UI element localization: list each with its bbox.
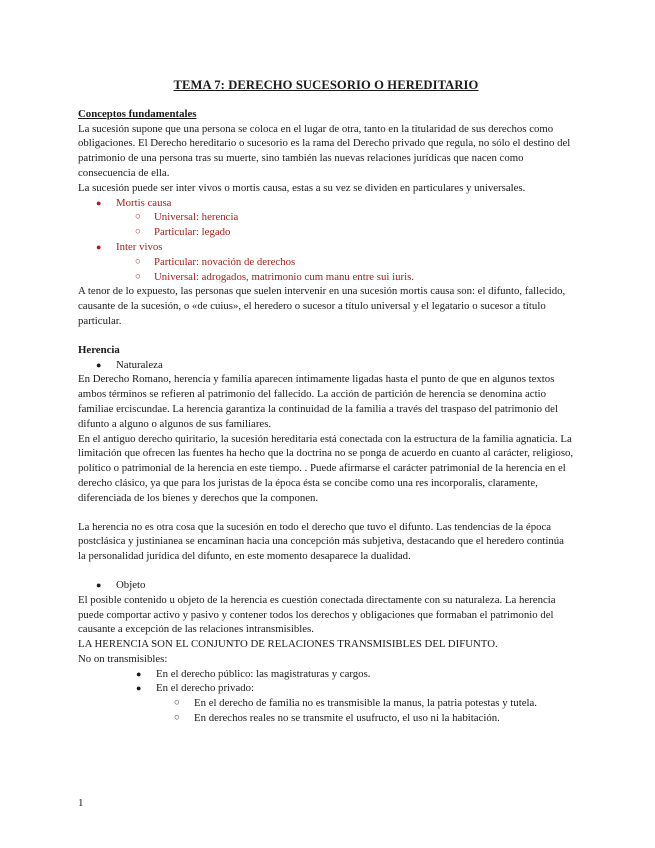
list-subitem-label: En derechos reales no se transmite el usufructo, el uso ni la habitación. xyxy=(194,712,500,725)
list-item xyxy=(78,240,574,255)
list-subitem xyxy=(78,255,574,270)
list-item-label: Mortis causa xyxy=(116,196,172,209)
list-item-label: En el derecho privado: xyxy=(156,682,255,695)
subsection-label-naturaleza: Naturaleza xyxy=(116,358,163,371)
circle-bullet-icon: ○ xyxy=(174,713,180,724)
list-subitem-label: Universal: adrogados, matrimonio cum manu entre sui iuris. xyxy=(154,270,414,283)
page-number: 1 xyxy=(78,797,84,809)
bullet-icon: ● xyxy=(96,579,102,590)
list-subitem xyxy=(78,696,574,711)
paragraph: La sucesión puede ser inter vivos o mortis causa, estas a su vez se dividen en particulares y universales. xyxy=(78,181,526,194)
list-subitem xyxy=(78,210,574,225)
bullet-icon: ● xyxy=(96,241,102,252)
section-herencia xyxy=(78,343,574,726)
circle-bullet-icon: ○ xyxy=(135,227,141,238)
list-item xyxy=(78,196,574,211)
document-body xyxy=(78,78,574,726)
circle-bullet-icon: ○ xyxy=(135,212,141,223)
list-subitem-label: Universal: herencia xyxy=(154,211,239,224)
bullet-icon: ● xyxy=(96,359,102,370)
list-subitem-label: En el derecho de familia no es transmisible la manus, la patria potestas y tutela. xyxy=(194,697,537,710)
paragraph: El posible contenido u objeto de la herencia es cuestión conectada directamente con su naturaleza. La herencia puede comportar activo y pasivo y contener todos los derechos y obligaciones que formaban el patrimonio del causante a excepción de las relaciones intransmisibles. xyxy=(78,593,556,636)
circle-bullet-icon: ○ xyxy=(174,698,180,709)
section-heading-conceptos: Conceptos fundamentales xyxy=(78,107,197,120)
paragraph: No on transmisibles: xyxy=(78,652,168,665)
circle-bullet-icon: ○ xyxy=(135,271,141,282)
list-subitem xyxy=(78,270,574,285)
list-item-label: En el derecho público: las magistraturas y cargos. xyxy=(156,667,371,680)
list-item xyxy=(78,681,574,696)
paragraph: A tenor de lo expuesto, las personas que suelen intervenir en una sucesión mortis causa son: el difunto, fallecido, causante de la sucesión, o «de cuius», el heredero o sucesor a título universal y el legatario o sucesor a título particular. xyxy=(78,285,566,327)
bullet-icon: ● xyxy=(136,683,142,694)
subsection-label-objeto: Objeto xyxy=(116,578,146,591)
sucesion-types-list xyxy=(78,196,574,285)
naturaleza-bullet-list xyxy=(78,358,574,373)
list-item xyxy=(78,667,574,682)
paragraph: La herencia no es otra cosa que la sucesión en todo el derecho que tuvo el difunto. Las tendencias de la época postclásica y justinianea se encaminan hacia una concepción más subjetiva, destacando que el heredero continúa la personalidad jurídica del difunto, en este momento desaparece la dualidad. xyxy=(78,520,564,563)
paragraph: En Derecho Romano, herencia y familia aparecen íntimamente ligadas hasta el punto de que en algunos textos ambos términos se refieren al patrimonio del fallecido. La acción de partición de herencia se denomina actio familiae erciscundae. La herencia garantiza la continuidad de la familia a través del traspaso del patrimonio del difunto a alguno o algunos de sus familiares. xyxy=(78,373,558,430)
list-subitem xyxy=(78,711,574,726)
document-title: TEMA 7: DERECHO SUCESORIO O HEREDITARIO xyxy=(173,78,479,92)
list-item-label: Inter vivos xyxy=(116,240,163,253)
paragraph: En el antiguo derecho quiritario, la sucesión hereditaria está conectada con la estructura de la familia agnaticia. La limitación que ofrecen las fuentes ha hecho que la doctrina no se ponga de acuerdo en cuanto al carácter, religioso, político o patrimonial de la herencia en este tiempo. . Puede afirmarse el carácter patrimonial de la herencia en el derecho clásico, ya que para los juristas de la época ésta se concibe como una res incorporalis, claramente, diferenciada de los bienes y derechos que la componen. xyxy=(78,432,574,504)
list-item xyxy=(78,578,574,593)
paragraph: La sucesión supone que una persona se coloca en el lugar de otra, tanto en la titularidad de sus derechos como obligaciones. El Derecho hereditario o sucesorio es la rama del Derecho privado que regula, no sólo el destino del patrimonio de una persona tras su muerte, sino también las nuevas relaciones jurídicas que nacen como consecuencia de ella. xyxy=(78,122,571,179)
list-subitem-label: Particular: novación de derechos xyxy=(154,255,296,268)
circle-bullet-icon: ○ xyxy=(135,256,141,267)
paragraph-uppercase: LA HERENCIA SON EL CONJUNTO DE RELACIONES TRANSMISIBLES DEL DIFUNTO. xyxy=(78,638,498,651)
bullet-icon: ● xyxy=(96,197,102,208)
section-heading-herencia: Herencia xyxy=(78,343,120,356)
list-subitem xyxy=(78,225,574,240)
objeto-bullet-list xyxy=(78,578,574,593)
intransmisibles-list xyxy=(78,667,574,726)
list-subitem-label: Particular: legado xyxy=(154,226,231,239)
bullet-icon: ● xyxy=(136,668,142,679)
list-item xyxy=(78,358,574,373)
section-conceptos xyxy=(78,107,574,329)
